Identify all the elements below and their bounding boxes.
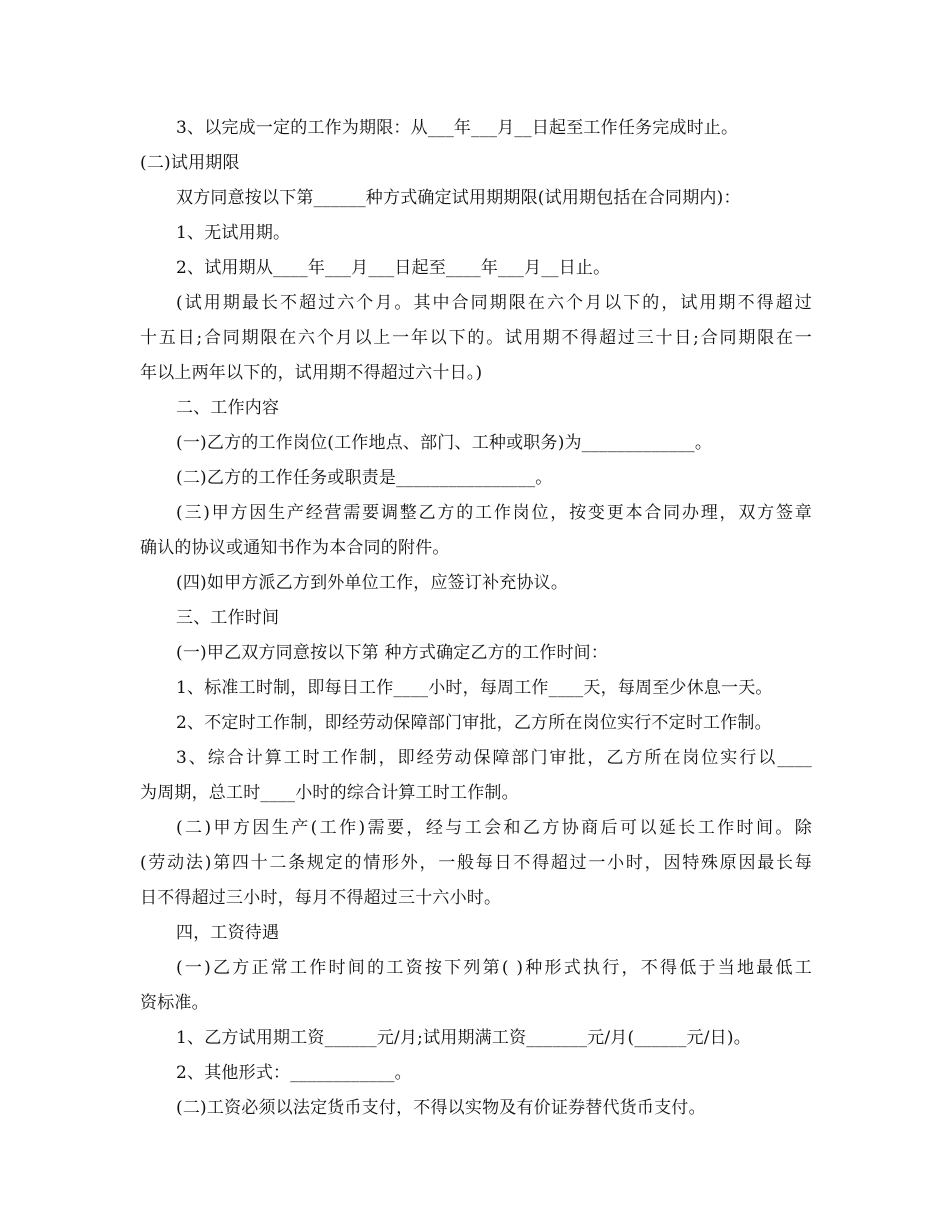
paragraph-line: (劳动法)第四十二条规定的情形外，一般每日不得超过一小时，因特殊原因最长每 [140, 853, 812, 873]
paragraph-line: (一)乙方的工作岗位(工作地点、部门、工种或职务)为_____________。 [176, 433, 713, 453]
document-body [140, 111, 812, 1126]
paragraph-line: 双方同意按以下第______种方式确定试用期期限(试用期包括在合同期内)： [176, 188, 741, 208]
paragraph-line: 2、不定时工作制，即经劳动保障部门审批，乙方所在岗位实行不定时工作制。 [176, 713, 772, 733]
paragraph-line: 十五日;合同期限在六个月以上一年以下的。试用期不得超过三十日;合同期限在一 [140, 328, 812, 348]
paragraph-line: 年以上两年以下的，试用期不得超过六十日。) [140, 363, 483, 383]
section-heading: 二、工作内容 [176, 398, 280, 418]
paragraph-line: (四)如甲方派乙方到外单位工作，应签订补充协议。 [176, 573, 569, 593]
section-heading: 四，工资待遇 [176, 923, 280, 943]
paragraph-line: (二)甲方因生产(工作)需要，经与工会和乙方协商后可以延长工作时间。除 [176, 818, 812, 838]
paragraph-line: 日不得超过三小时，每月不得超过三十六小时。 [140, 888, 502, 908]
paragraph-line: 为周期，总工时____小时的综合计算工时工作制。 [140, 783, 519, 803]
section-heading: 三、工作时间 [176, 608, 280, 628]
paragraph-line: 2、试用期从____年___月___日起至____年___月__日止。 [176, 258, 611, 278]
paragraph-line: 3、综合计算工时工作制，即经劳动保障部门审批，乙方所在岗位实行以____ [176, 748, 812, 768]
paragraph-line: 1、乙方试用期工资______元/月;试用期满工资_______元/月(______元/日)。 [176, 1028, 751, 1048]
paragraph-line: 2、其他形式：____________。 [176, 1063, 412, 1083]
paragraph-line: (三)甲方因生产经营需要调整乙方的工作岗位，按变更本合同办理，双方签章 [176, 503, 812, 523]
section-heading: (二)试用期限 [140, 153, 240, 173]
paragraph-line: 1、无试用期。 [176, 223, 291, 243]
paragraph-line: (一)乙方正常工作时间的工资按下列第( )种形式执行，不得低于当地最低工 [176, 958, 812, 978]
paragraph-line: (二)乙方的工作任务或职责是________________。 [176, 468, 553, 488]
paragraph-line: 1、标准工时制，即每日工作____小时，每周工作____天，每周至少休息一天。 [176, 678, 773, 698]
paragraph-line: 确认的协议或通知书作为本合同的附件。 [140, 538, 450, 558]
paragraph-line: 资标准。 [140, 993, 209, 1013]
paragraph-line: (一)甲乙双方同意按以下第 种方式确定乙方的工作时间： [176, 643, 609, 663]
paragraph-line: (二)工资必须以法定货币支付，不得以实物及有价证券替代货币支付。 [176, 1098, 706, 1118]
paragraph-line: (试用期最长不超过六个月。其中合同期限在六个月以下的，试用期不得超过 [176, 293, 812, 313]
paragraph-line: 3、以完成一定的工作为期限：从___年___月__日起至工作任务完成时止。 [176, 118, 739, 138]
